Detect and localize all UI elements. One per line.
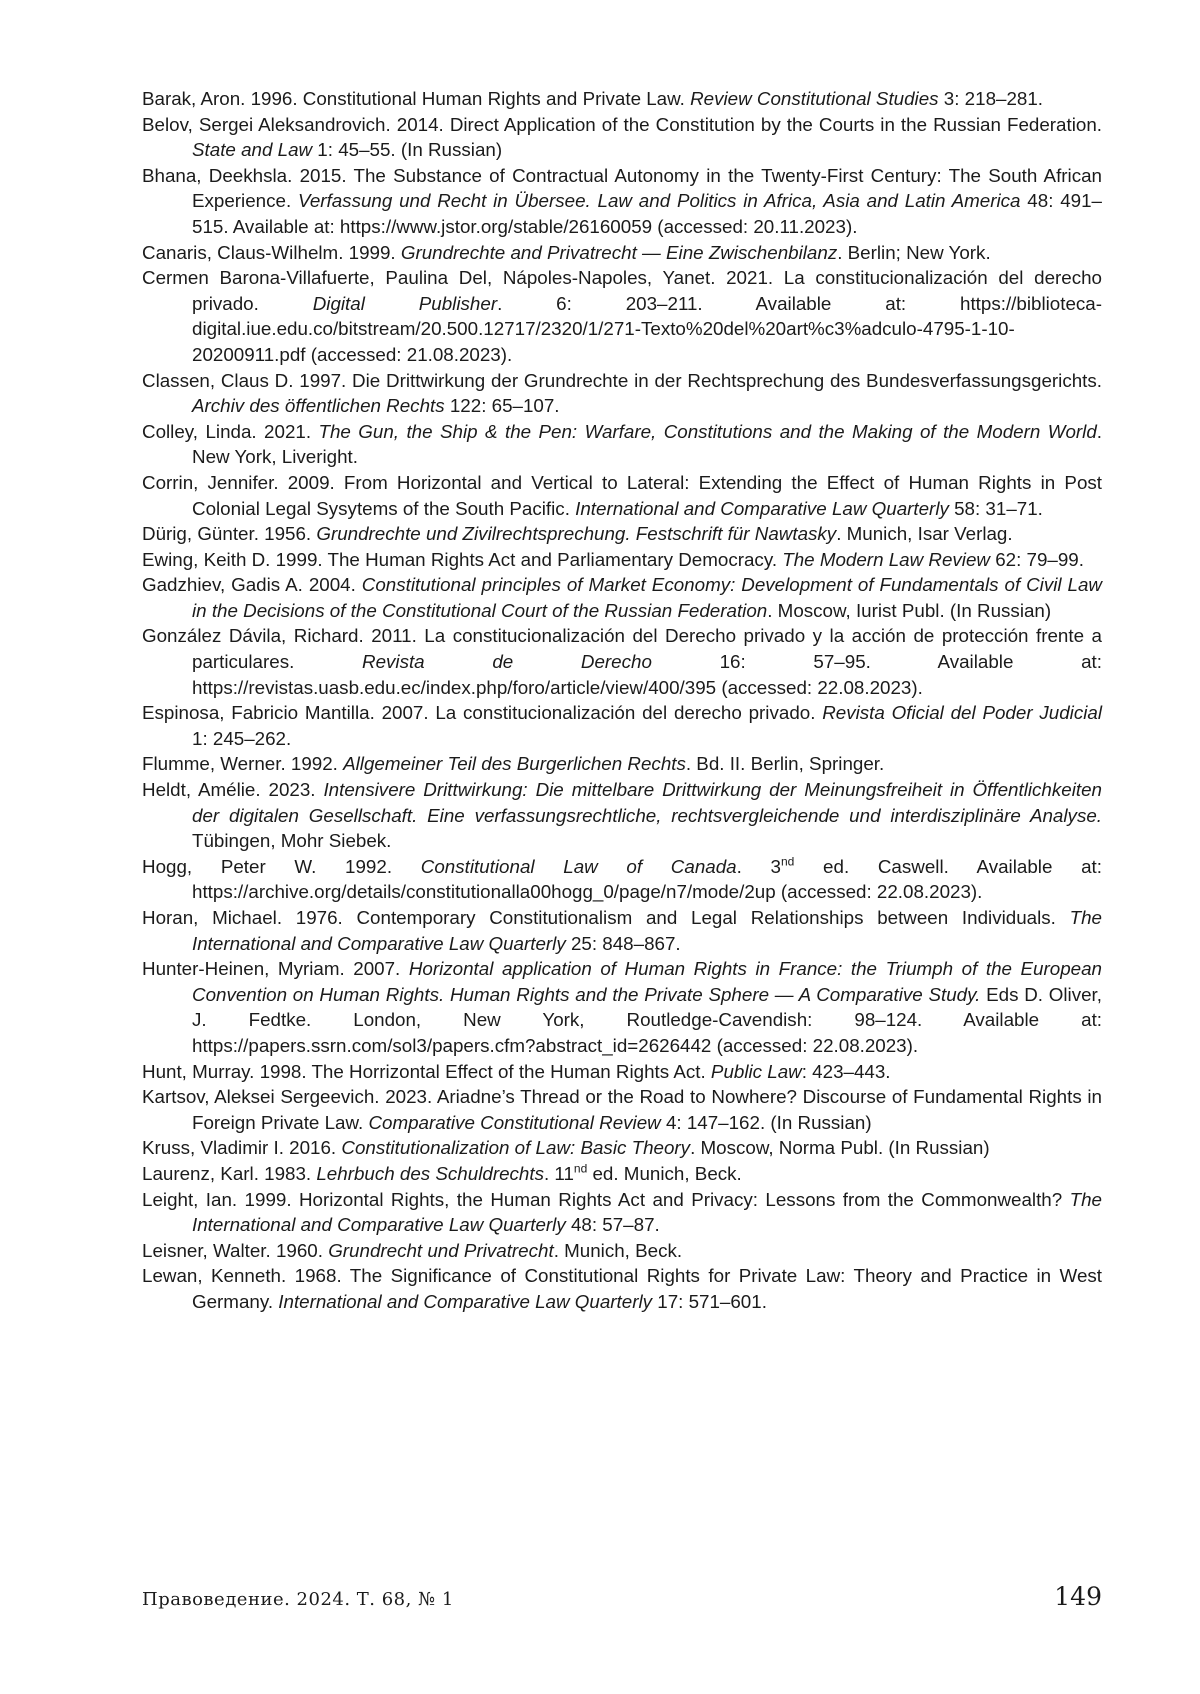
ordinal-suffix: nd (573, 1161, 588, 1176)
reference-source-title: Public Law (710, 1060, 802, 1082)
reference-source-title: The Modern Law Review (782, 548, 990, 570)
reference-source-title: Intensivere Drittwirkung: Die mittelbare Drittwirkung der Meinungsfreiheit in Öffentlichkeiten der digitalen Gesellschaft. Eine verfassungsrechtliche, rechtsvergleichende und interdisziplinäre Analyse. (192, 779, 1102, 826)
reference-text: Kartsov, Aleksei Sergeevich. 2023. Ariadne’s Thread or the Road to Nowhere? Discourse of Fundamental Rights in Foreign Private Law. (142, 1086, 1102, 1133)
reference-entry (142, 956, 1102, 1058)
reference-entry (142, 86, 1102, 112)
reference-entry (142, 751, 1102, 777)
reference-details: . 11 (543, 1162, 574, 1184)
reference-text: Classen, Claus D. 1997. Die Drittwirkung der Grundrechte in der Rechtsprechung des Bundesverfassungsgerichts. (142, 369, 1102, 391)
reference-details: . Moscow, Norma Publ. (In Russian) (690, 1137, 990, 1159)
ordinal-suffix: nd (780, 854, 795, 869)
reference-text: Barak, Aron. 1996. Constitutional Human Rights and Private Law. (142, 88, 691, 109)
reference-entry (142, 1187, 1102, 1238)
reference-text: Laurenz, Karl. 1983. (142, 1162, 317, 1184)
reference-text: Hogg, Peter W. 1992. (142, 855, 421, 877)
reference-entry (142, 265, 1102, 367)
reference-entry (142, 368, 1102, 419)
reference-details: . 6: 203–211. Available at: https://biblioteca-digital.iue.edu.co/bitstream/20.500.12717/2320/1/271-Texto%20del%20art%c3%adculo-4795-1-10-20200911.pdf (accessed: 21.08.2023). (192, 292, 1102, 365)
reference-entry (142, 854, 1102, 905)
reference-details: 1: 245–262. (192, 727, 292, 749)
reference-text: Leisner, Walter. 1960. (142, 1239, 329, 1261)
reference-text: Espinosa, Fabricio Mantilla. 2007. La constitucionalización del derecho privado. (142, 702, 823, 724)
reference-source-title: Grundrechte and Privatrecht — Eine Zwischenbilanz (400, 241, 838, 263)
reference-source-title: International and Comparative Law Quarterly (278, 1290, 653, 1312)
reference-entry (142, 572, 1102, 623)
reference-entry (142, 240, 1102, 266)
reference-source-title: Grundrecht und Privatrecht (328, 1239, 554, 1261)
reference-entry (142, 623, 1102, 700)
reference-entry (142, 1161, 1102, 1187)
reference-entry (142, 521, 1102, 547)
reference-details: . Moscow, Iurist Publ. (In Russian) (767, 599, 1052, 621)
reference-text: Cermen Barona-Villafuerte, Paulina Del, Nápoles-Napoles, Yanet. 2021. La constitucionalización del derecho privado. (142, 267, 1102, 314)
reference-details: 122: 65–107. (444, 395, 560, 417)
reference-entry (142, 777, 1102, 854)
reference-text: Ewing, Keith D. 1999. The Human Rights Act and Parliamentary Democracy. (142, 548, 783, 570)
reference-text: Leight, Ian. 1999. Horizontal Rights, the Human Rights Act and Privacy: Lessons from the Commonwealth? (142, 1188, 1070, 1210)
reference-details: 1: 45–55. (In Russian) (312, 139, 503, 161)
reference-source-title: Digital Publisher (312, 292, 498, 314)
reference-details: . Munich, Beck. (553, 1239, 683, 1261)
reference-source-title: Constitutional Law of Canada (420, 855, 737, 877)
reference-source-title: Lehrbuch des Schuldrechts (316, 1162, 544, 1184)
reference-source-title: International and Comparative Law Quarterly (575, 497, 949, 519)
reference-entry (142, 1263, 1102, 1314)
reference-source-title: Constitutionalization of Law: Basic Theory (341, 1137, 691, 1159)
reference-details: : 423–443. (801, 1060, 891, 1082)
reference-details: 48: 491–515. Available at: https://www.jstor.org/stable/26160059 (accessed: 20.11.2023). (192, 190, 1102, 237)
reference-details: . Berlin; New York. (837, 241, 991, 263)
reference-source-title: Comparative Constitutional Review (368, 1111, 661, 1133)
reference-text: Lewan, Kenneth. 1968. The Significance of Constitutional Rights for Private Law: Theory and Practice in West Germany. (142, 1265, 1102, 1312)
reference-entry (142, 1084, 1102, 1135)
reference-details: 48: 57–87. (565, 1214, 660, 1236)
reference-entry (142, 1059, 1102, 1085)
reference-details: Tübingen, Mohr Siebek. (192, 830, 392, 852)
reference-entry (142, 419, 1102, 470)
reference-entry (142, 700, 1102, 751)
reference-source-title: Verfassung und Recht in Übersee. Law and Politics in Africa, Asia and Latin America (297, 190, 1021, 212)
reference-entry (142, 470, 1102, 521)
reference-list (142, 86, 1102, 1315)
reference-details: 4: 147–162. (In Russian) (660, 1111, 872, 1133)
reference-source-title: Grundrechte und Zivilrechtsprechung. Festschrift für Nawtasky (316, 523, 837, 545)
reference-details-continued: ed. Munich, Beck. (587, 1162, 742, 1184)
reference-text: Colley, Linda. 2021. (142, 420, 319, 442)
reference-details: 17: 571–601. (652, 1290, 767, 1312)
reference-source-title: The International and Comparative Law Quarterly (192, 907, 1102, 954)
reference-text: Canaris, Claus-Wilhelm. 1999. (142, 241, 401, 263)
reference-text: Gadzhiev, Gadis A. 2004. (142, 574, 362, 596)
reference-source-title: The International and Comparative Law Quarterly (192, 1188, 1102, 1236)
reference-source-title: Horizontal application of Human Rights in France: the Triumph of the European Convention on Human Rights. Human Rights and the Private Sphere — A Comparative Study. (192, 958, 1102, 1005)
reference-text: Bhana, Deekhsla. 2015. The Substance of Contractual Autonomy in the Twenty-First Century: The South African Experience. (142, 164, 1102, 212)
reference-text: Heldt, Amélie. 2023. (142, 779, 324, 801)
reference-text: Flumme, Werner. 1992. (142, 753, 344, 775)
reference-text: Corrin, Jennifer. 2009. From Horizontal and Vertical to Lateral: Extending the Effect of Human Rights in Post Colonial Legal Sysytems of the South Pacific. (142, 471, 1102, 519)
reference-text: Dürig, Günter. 1956. (142, 523, 317, 545)
reference-details: 62: 79–99. (989, 548, 1084, 570)
reference-entry (142, 112, 1102, 163)
reference-text: Horan, Michael. 1976. Contemporary Constitutionalism and Legal Relationships between Individuals. (142, 907, 1070, 928)
reference-details: 16: 57–95. Available at: https://revistas.uasb.edu.ec/index.php/foro/article/view/400/395 (accessed: 22.08.2023). (192, 651, 1102, 698)
reference-entry (142, 1135, 1102, 1161)
reference-source-title: Archiv des öffentlichen Rechts (192, 395, 445, 417)
journal-citation: Правоведение. 2024. Т. 68, № 1 (142, 1589, 454, 1610)
reference-text: Belov, Sergei Aleksandrovich. 2014. Direct Application of the Constitution by the Courts in the Russian Federation. (142, 113, 1102, 135)
reference-entry (142, 547, 1102, 573)
reference-details: 25: 848–867. (565, 932, 681, 954)
reference-details-continued: ed. Caswell. Available at: https://archive.org/details/constitutionalla00hogg_0/page/n7/mode/2up (accessed: 22.08.2023). (192, 855, 1102, 903)
reference-text: Kruss, Vladimir I. 2016. (142, 1137, 342, 1159)
reference-entry (142, 163, 1102, 240)
reference-source-title: Review Constitutional Studies (690, 88, 939, 109)
reference-source-title: The Gun, the Ship & the Pen: Warfare, Constitutions and the Making of the Modern World (318, 420, 1097, 442)
reference-details: . Bd. II. Berlin, Springer. (685, 753, 885, 775)
reference-text: Hunt, Murray. 1998. The Horrizontal Effect of the Human Rights Act. (142, 1060, 711, 1082)
reference-details: . Munich, Isar Verlag. (836, 523, 1013, 545)
reference-source-title: Revista Oficial del Poder Judicial (822, 702, 1102, 724)
reference-details: 58: 31–71. (948, 497, 1043, 519)
reference-text: Hunter-Heinen, Myriam. 2007. (142, 958, 409, 980)
reference-details: . 3 (736, 855, 781, 877)
reference-source-title: Constitutional principles of Market Economy: Development of Fundamentals of Civil Law in the Decisions of the Constitutional Court of the Russian Federation (192, 574, 1103, 621)
reference-source-title: Revista de Derecho (362, 651, 652, 673)
reference-details: 3: 218–281. (938, 88, 1044, 109)
reference-details: Eds D. Oliver, J. Fedtke. London, New York, Routledge-Cavendish: 98–124. Available at: https://papers.ssrn.com/sol3/papers.cfm?abstract_id=2626442 (accessed: 22.08.2023). (192, 983, 1102, 1056)
page-footer (142, 1582, 1102, 1611)
reference-entry (142, 1238, 1102, 1264)
reference-details: . New York, Liveright. (192, 420, 1103, 468)
reference-entry (142, 905, 1102, 956)
reference-source-title: State and Law (192, 139, 313, 161)
reference-text: González Dávila, Richard. 2011. La constitucionalización del Derecho privado y la acción de protección frente a particulares. (142, 625, 1102, 673)
reference-source-title: Allgemeiner Teil des Burgerlichen Rechts (343, 753, 686, 775)
page-number: 149 (1054, 1582, 1102, 1611)
